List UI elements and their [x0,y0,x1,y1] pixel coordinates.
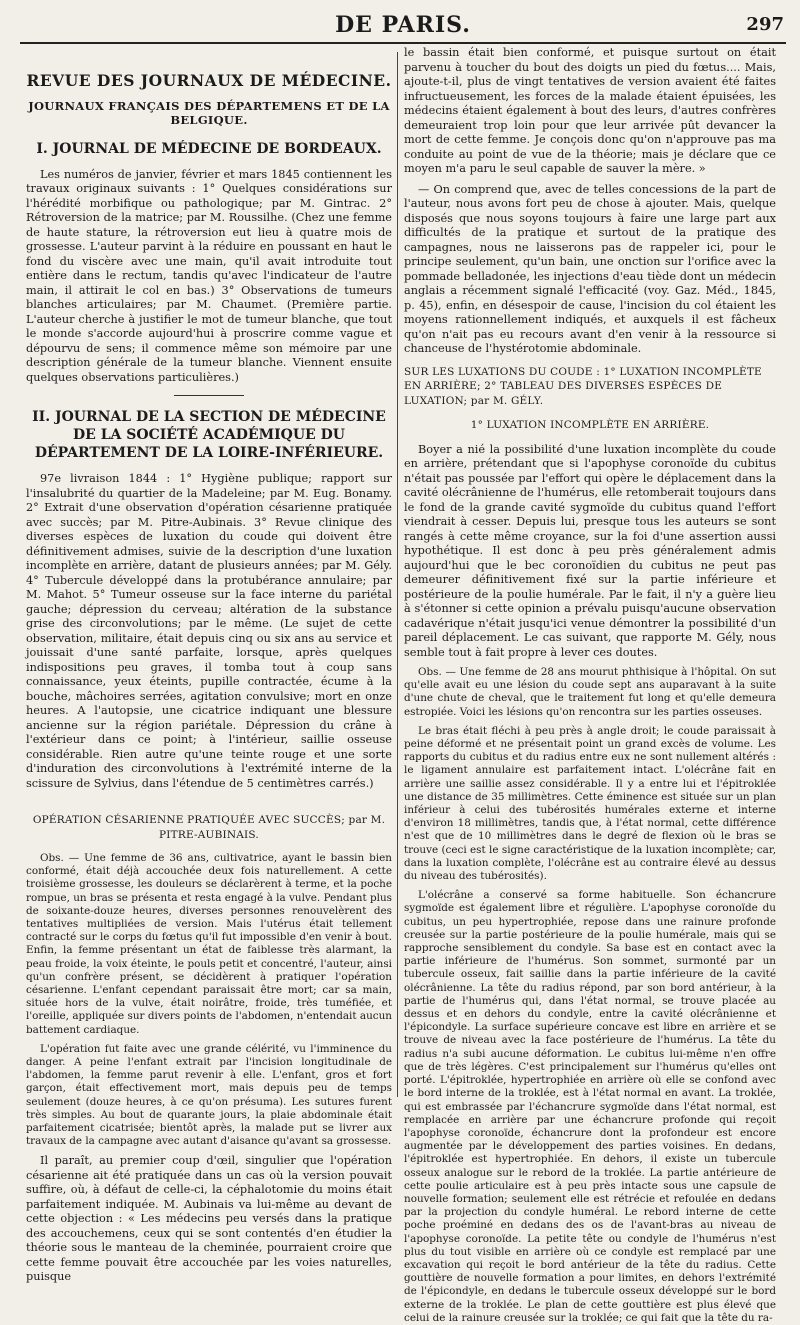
observation-paragraph: Obs. — Une femme de 36 ans, cultivatrice, ayant le bassin bien conformé, était déjà accouchée deux fois naturellement. A cette troisième grossesse, les douleurs se déclarèrent à terme, et la poche rompue, un bras se présenta et resta engagé à la vulve. Pendant plus de soixante-douze heures, diverses personnes renouvelèrent des tentatives multipliées de version. Mais l'utérus était tellement contracté sur le corps du fœtus qu'il fut impossible d'en venir à bout. Enfin, la femme présentant un état de faiblesse très alarmant, la peau froide, la voix éteinte, le pouls petit et concentré, l'auteur, ainsi qu'un confrère présent, se décidèrent à pratiquer l'opération césarienne. L'enfant cependant paraissait être mort; car sa main, située hors de la vulve, était noirâtre, froide, très tuméfiée, et l'oreille, appliquée sur divers points de l'abdomen, n'entendait aucun battement cardiaque. [26,852,392,1036]
luxation-subtitle: 1° LUXATION INCOMPLÈTE EN ARRIÈRE. [470,419,710,431]
discussion-paragraph: Il paraît, au premier coup d'œil, singulier que l'opération césarienne ait été pratiquée dans un cas où la version pouvait suffire, où, à défaut de celle-ci, la céphalotomie du moins était parfaitement indiquée. M. Aubinais va lui-même au devant de cette objection : « Les médecins peu versés dans la pratique des accouchemens, ceux qui se sont contentés d'en étudier la théorie sous le manteau de la cheminée, pourraient croire que cette femme pouvait être accouchée par les voies naturelles, puisque [26,1154,392,1284]
review-heading: REVUE DES JOURNAUX DE MÉDECINE. [26,71,392,90]
column-rule [397,52,398,1097]
commentary-paragraph: — On comprend que, avec de telles concessions de la part de l'auteur, nous avons fort peu de chose à ajouter. Mais, quelque disposés que nous soyons toujours à faire une large part aux difficultés de la pratique et surtout de la pratique des campagnes, nous ne laisserons pas de rappeler ici, pour le principe seulement, qu'un bain, une onction sur l'orifice avec la pommade belladonée, les injections d'eau tiède dont un médecin anglais a récemment signalé l'efficacité (voy. Gaz. Méd., 1845, p. 45), enfin, en désespoir de cause, l'incision du col étaient les moyens rationnellement indiqués, et auxquels il est fâcheux qu'on n'ait pas eu recours avant d'en venir à la ressource si chanceuse de l'hystérotomie abdominale. [404,182,776,355]
arm-paragraph: Le bras était fléchi à peu près à angle droit; le coude paraissait à peine déformé et ne présentait point un grand excès de volume. Les rapports du cubitus et du radius entre eux ne sont nullement altérés : le ligament annulaire est parfaitement intact. L'olécrâne fait en arrière une saillie assez considérable. Il y a entre lui et l'épitroklée une distance de 35 millimètres. Cette éminence est située sur un plan inférieur à celui des tubérosités humérales externe et interne d'environ 18 millimètres, tandis que, à l'état normal, cette différence n'est que de 10 millimètres dans le degré de flexion où le bras se trouve (ceci est le signe caractéristique de la luxation incomplète; car, dans la luxation complète, l'olécrâne est au contraire élevé au dessus du niveau des tubérosités). [404,724,776,883]
section-1-paragraph: Les numéros de janvier, février et mars 1845 contiennent les travaux originaux suivants : 1° Quelques considérations sur l'hérédité morbifique ou pathologique; par M. Gintrac. 2° Rétroversion de la matrice; par M. Roussilhe. (Chez une femme de haute stature, la rétroversion eut lieu à quatre mois de grossesse. L'auteur parvint à la réduire en poussant en haut le fond du viscère avec une main, qu'il avait introduite tout entière dans le rectum, tandis qu'avec l'indicateur de l'autre main, il attirait le col en bas.) 3° Observations de tumeurs blanches articulaires; par M. Chaumet. (Première partie. L'auteur cherche à justifier le mot de tumeur blanche, que tout le monde s'accorde aujourd'hui à proscrire comme vague et dépourvu de sens; il commence même son mémoire par une description générale de la tumeur blanche. Viennent ensuite quelques observations particulières.) [26,167,392,384]
section-1-title: I. JOURNAL DE MÉDECINE DE BORDEAUX. [36,140,382,157]
continued-paragraph: le bassin était bien conformé, et puisque surtout on était parvenu à toucher du bout des doigts un pied du fœtus.... Mais, ajoute-t-il, plus de vingt tentatives de version avaient été faites infructueusement, les forces de la malade étaient épuisées, les médecins étaient également à bout des leurs, d'autres confrères demeuraient trop loin pour que leur arrivée pût devancer la mort de cette femme. Je conçois donc qu'on n'approuve pas ma conduite au point de vue de la théorie; mais je déclare que ce moyen m'a paru le seul capable de sauver la mère. » [404,46,776,175]
right-column [404,46,776,1324]
operation-title: OPÉRATION CÉSARIENNE PRATIQUÉE AVEC SUCCÈS; par M. PITRE-AUBINAIS. [32,814,386,841]
olecranon-paragraph: L'olécrâne a conservé sa forme habituelle. Son échancrure sygmoïde est également libre et régulière. L'apophyse coronoïde du cubitus, un peu hypertrophiée, repose dans une rainure profonde creusée sur la partie postérieure de la poulie humérale, mais qui se rapproche sensiblement du condyle. Sa base est en contact avec la partie inférieure de l'humérus. Son sommet, surmonté par un tubercule osseux, fait saillie dans la partie inférieure de la cavité olécrânienne. La tête du radius répond, par son bord antérieur, à la partie de l'humérus qui, dans l'état normal, se trouve placée au dessus et en dehors du condyle, entre la cavité olécrânienne et l'épicondyle. La surface supérieure concave est libre en arrière et se trouve de niveau avec la face postérieure de l'humérus. La tête du radius n'a subi aucune déformation. Le cubitus lui-même n'en offre que de très légères. C'est principalement sur l'humérus qu'elles ont porté. L'épitroklée, hypertrophiée en arrière où elle se confond avec le bord interne de la troklée, est à l'état normal en avant. La troklée, qui est embrassée par l'échancrure sygmoïde dans l'état normal, est remplacée en arrière par une échancrure profonde qui reçoit l'apophyse coronoïde, échancrure dont la profondeur est encore augmentée par le développement des parties voisines. En dedans, l'épitroklée est hypertrophiée. En dehors, il existe un tubercule osseux analogue sur le rebord de la troklée. La partie antérieure de cette poulie articulaire est à peu près intacte sous une capsule de nouvelle formation; seulement elle est rétrécie et refoulée en dedans par la projection du condyle huméral. Le rebord interne de cette poche proéminé en dedans des os de l'avant-bras au niveau de l'apophyse coronoïde. La petite tête ou condyle de l'humérus n'est plus du tout visible en arrière où ce condyle est remplacé par une excavation qui reçoit le bord antérieur de la tête du radius. Cette gouttière de nouvelle formation a pour limites, en dehors l'extrémité de l'épicondyle, en dedans le tubercule osseux développé sur le bord externe de la troklée. Le plan de cette gouttière est plus élevé que celui de la rainure creusée sur la troklée; ce qui fait que la tête du ra- [404,889,776,1324]
boyer-paragraph: Boyer a nié la possibilité d'une luxation incomplète du coude en arrière, prétendant que si l'apophyse coronoïde du cubitus n'était pas poussée par l'effort qui opère le déplacement dans la cavité olécrânienne de l'humérus, elle retomberait toujours dans le fond de la grande cavité sygmoïde du cubitus quand l'effort viendrait à cesser. Depuis lui, presque tous les auteurs se sont rangés à cette même croyance, sur la foi d'une assertion aussi hypothétique. Il est donc à peu près généralement admis aujourd'hui que le bec coronoïdien du cubitus ne peut pas demeurer définitivement fixé sur la partie inférieure et postérieure de la poulie humérale. Par le fait, il n'y a guère lieu à s'étonner si cette opinion a prévalu puisqu'aucune observation cadavérique n'était jusqu'ici venue démontrer la possibilité d'un pareil déplacement. Le cas suivant, que rapporte M. Gély, nous semble tout à fait propre à lever ces doutes. [404,442,776,659]
section-2-paragraph: 97e livraison 1844 : 1° Hygiène publique; rapport sur l'insalubrité du quartier de la Madeleine; par M. Eug. Bonamy. 2° Extrait d'une observation d'opération césarienne pratiquée avec succès; par M. Pitre-Aubinais. 3° Revue clinique des diverses espèces de luxation du coude qui doivent être définitivement admises, suivie de la description d'une luxation incomplète en arrière, datant de plusieurs années; par M. Gély. 4° Tubercule développé dans la protubérance annulaire; par M. Mahot. 5° Tumeur osseuse sur la face interne du pariétal gauche; dépression du cerveau; altération de la substance grise des circonvolutions; par le même. (Le sujet de cette observation, militaire, était depuis cinq ou six ans au service et jouissait d'une santé parfaite, lorsque, après quelques indispositions peu graves, il tomba tout à coup sans connaissance, yeux éteints, pupille contractée, écume à la bouche, mâchoires serrées, agitation convulsive; mort en onze heures. A l'autopsie, une cicatrice indiquant une blessure ancienne sur la région pariétale. Dépression du crâne à l'extérieur dans ce point; à l'intérieur, saillie osseuse considérable. Rien autre qu'une teinte rouge et une sorte d'induration des circonvolutions à l'extrémité interne de la scissure de Sylvius, dans l'étendue de 5 centimètres carrés.) [26,472,392,790]
review-subheading: JOURNAUX FRANÇAIS DES DÉPARTEMENS ET DE LA BELGIQUE. [28,98,390,127]
observation-2-paragraph: Obs. — Une femme de 28 ans mourut phthisique à l'hôpital. On sut qu'elle avait eu une lésion du coude sept ans auparavant à la suite d'une chute de cheval, que le traitement fut long et qu'elle demeura estropiée. Voici les lésions qu'on rencontra sur les parties osseuses. [404,666,776,718]
page-number: 297 [746,14,784,35]
left-column [26,52,392,1284]
luxation-article-title: SUR LES LUXATIONS DU COUDE : 1° LUXATION INCOMPLÈTE EN ARRIÈRE; 2° TABLEAU DES DIVERSES ESPÈCES DE LUXATION; par M. GÉLY. [404,365,762,407]
operation-paragraph: L'opération fut faite avec une grande célérité, vu l'imminence du danger. A peine l'enfant extrait par l'incision longitudinale de l'abdomen, la femme parut revenir à elle. L'enfant, gros et fort garçon, était effectivement mort, mais depuis peu de temps seulement (douze heures, à ce qu'on présuma). Les sutures furent très simples. Au bout de quarante jours, la plaie abdominale était parfaitement cicatrisée; bientôt après, la malade put se livrer aux travaux de la campagne avec autant d'aisance qu'avant sa grossesse. [26,1042,392,1148]
section-2-title: II. JOURNAL DE LA SECTION DE MÉDECINE DE LA SOCIÉTÉ ACADÉMIQUE DU DÉPARTEMENT DE LA LOIRE-INFÉRIEURE. [32,409,386,461]
running-header [20,8,786,44]
separator-rule [174,395,244,396]
running-title: DE PARIS. [335,12,471,38]
